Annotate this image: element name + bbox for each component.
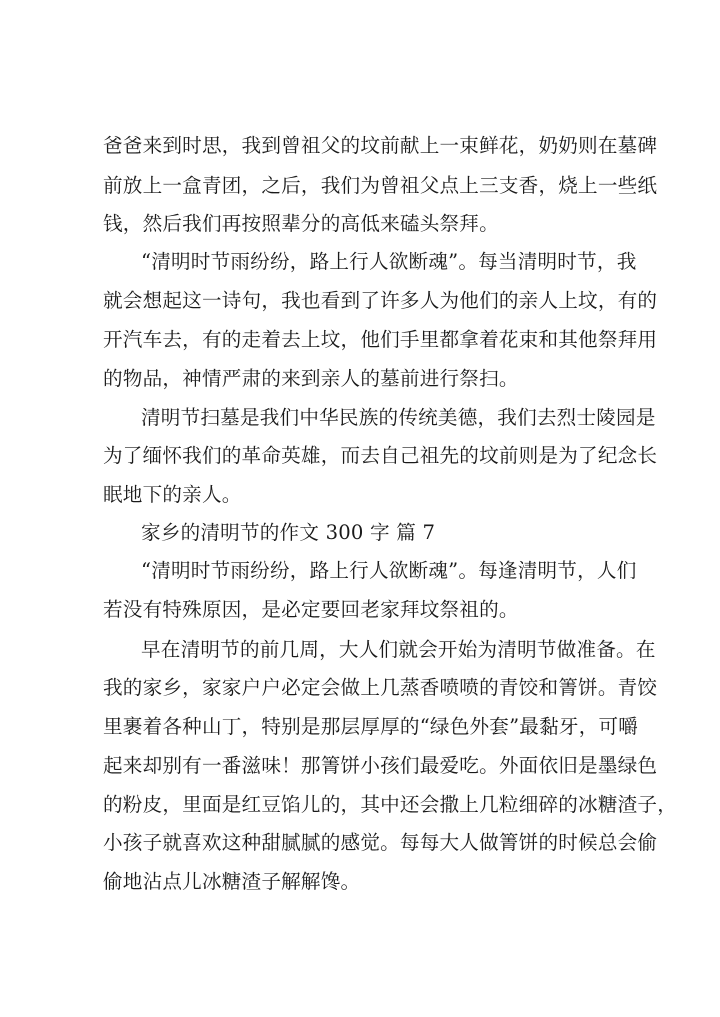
paragraph-5-line-4: 起来却别有一番滋味！那箐饼小孩们最爱吃。外面依旧是墨绿色: [103, 754, 658, 777]
paragraph-2-line-2: 就会想起这一诗句，我也看到了许多人为他们的亲人上坟，有的: [103, 289, 658, 312]
paragraph-3-line-2: 为了缅怀我们的革命英雄，而去自己祖先的坟前则是为了纪念长: [103, 444, 658, 467]
paragraph-4-line-2: 若没有特殊原因，是必定要回老家拜坟祭祖的。: [103, 598, 519, 621]
paragraph-1-line-1: 爸爸来到时思，我到曾祖父的坟前献上一束鲜花，奶奶则在墓碑: [103, 134, 658, 157]
paragraph-1-line-2: 前放上一盒青团，之后，我们为曾祖父点上三支香，烧上一些纸: [103, 174, 658, 197]
paragraph-2-line-1: “清明时节雨纷纷，路上行人欲断魂”。每当清明时节，我: [141, 250, 637, 273]
paragraph-4-line-1: “清明时节雨纷纷，路上行人欲断魂”。每逢清明节，人们: [141, 559, 637, 582]
paragraph-5-line-3: 里裹着各种山丁，特别是那层厚厚的“绿色外套”最黏牙，可嚼: [103, 715, 639, 738]
paragraph-5-line-2: 我的家乡，家家户户必定会做上几蒸香喷喷的青饺和箐饼。青饺: [103, 676, 658, 699]
paragraph-2-line-4: 的物品，神情严肃的来到亲人的墓前进行祭扫。: [103, 367, 519, 390]
paragraph-5-line-5: 的粉皮，里面是红豆馅儿的，其中还会撒上几粒细碎的冰糖渣子，: [103, 793, 678, 816]
section-heading: 家乡的清明节的作文 300 字 篇 7: [141, 521, 436, 544]
paragraph-3-line-3: 眠地下的亲人。: [103, 483, 242, 506]
paragraph-5-line-6: 小孩子就喜欢这种甜腻腻的感觉。每每大人做箐饼的时候总会偷: [103, 831, 658, 854]
paragraph-3-line-1: 清明节扫墓是我们中华民族的传统美德，我们去烈士陵园是: [141, 406, 656, 429]
paragraph-1-line-3: 钱，然后我们再按照辈分的高低来磕头祭拜。: [103, 212, 499, 235]
paragraph-5-line-7: 偷地沾点儿冰糖渣子解解馋。: [103, 870, 361, 893]
paragraph-5-line-1: 早在清明节的前几周，大人们就会开始为清明节做准备。在: [141, 638, 656, 661]
paragraph-2-line-3: 开汽车去，有的走着去上坟，他们手里都拿着花束和其他祭拜用: [103, 328, 658, 351]
